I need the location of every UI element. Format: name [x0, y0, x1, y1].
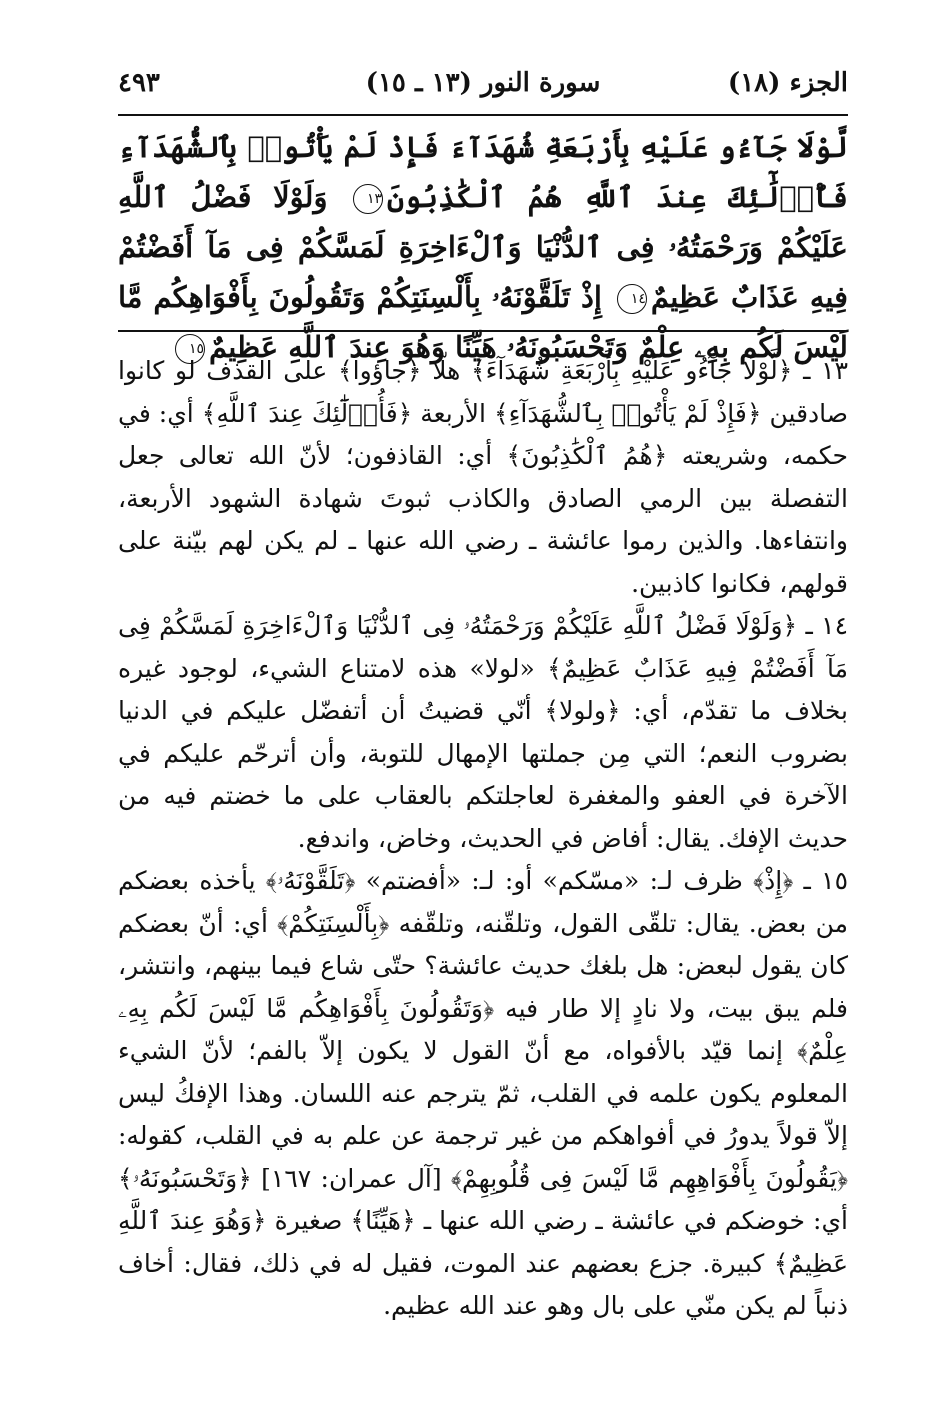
quran-verse-text: وَلَوْلَا فَضْلُ ٱللَّهِ عَلَيْكُمْ وَرَحْمَتُهُۥ فِى ٱلدُّنْيَا وَٱلْءَاخِرَةِ لَمَسَّكُمْ فِى مَآ أَفَضْتُمْ فِيهِ عَذَابٌ عَظِيمٌ [118, 180, 848, 314]
quran-verse-text: إِذْ تَلَقَّوْنَهُۥ بِأَلْسِنَتِكُمْ وَتَقُولُونَ بِأَفْوَاهِكُم مَّا لَيْسَ لَكُم بِهِۦ عِلْمٌ وَتَحْسَبُونَهُۥ هَيِّنًا وَهُوَ عِندَ ٱللَّهِ عَظِيمٌ [118, 280, 848, 364]
page-number: ٤٩٣ [118, 68, 160, 98]
commentary-paragraph: ١٤ ـ ﴿وَلَوْلَا فَضْلُ ٱللَّهِ عَلَيْكُمْ وَرَحْمَتُهُۥ فِى ٱلدُّنْيَا وَٱلْءَاخِرَةِ لَمَسَّكُمْ فِى مَآ أَفَضْتُمْ فِيهِ عَذَابٌ عَظِيمٌ﴾ «لولا» هذه لامتناع الشيء، لوجود غيره بخلاف ما تقدّم، أي: ﴿ولولا﴾ أنّي قضيتُ أن أتفضّل عليكم في الدنيا بضروب النعم؛ التي مِن جملتها الإمهال للتوبة، وأن أترحّم عليكم في الآخرة في العفو والمغفرة لعاجلتكم بالعقاب على ما خضتم فيه من حديث الإفك. يقال: أفاض في الحديث، وخاض، واندفع. [118, 611, 848, 853]
quran-verse-text: لَّوْلَا جَآءُو عَلَيْهِ بِأَرْبَعَةِ شُهَدَآءَ فَإِذْ لَمْ يَأْتُوا۟ بِٱلشُّهَدَآءِ فَأُو۟لَٰٓئِكَ عِندَ ٱللَّهِ هُمُ ٱلْكَٰذِبُونَ [118, 130, 848, 214]
ayah-number-marker: ١٥ [175, 334, 205, 364]
part-label: الجزء (١٨) [727, 68, 848, 98]
quran-text-block [118, 122, 848, 372]
page-header [118, 68, 848, 108]
commentary-block [118, 350, 848, 1328]
ayah-number-marker: ١٣ [353, 184, 383, 214]
ayah-number-marker: ١٤ [617, 284, 647, 314]
section-divider [118, 330, 848, 332]
commentary-paragraph: ١٥ ـ ﴿إِذْ﴾ ظرف لـ: «مسّكم» أو: لـ: «أفضتم» ﴿تَلَقَّوْنَهُۥ﴾ يأخذه بعضكم من بعض. يقال: تلقّى القول، وتلقّنه، وتلقّفه ﴿بِأَلْسِنَتِكُمْ﴾ أي: أنّ بعضكم كان يقول لبعض: هل بلغك حديث عائشة؟ حتّى شاع فيما بينهم، وانتشر، فلم يبق بيت، ولا نادٍ إلا طار فيه ﴿وَتَقُولُونَ بِأَفْوَاهِكُم مَّا لَيْسَ لَكُم بِهِۦ عِلْمٌ﴾ إنما قيّد بالأفواه، مع أنّ القول لا يكون إلاّ بالفم؛ لأنّ الشيء المعلوم يكون علمه في القلب، ثمّ يترجم عنه اللسان. وهذا الإفكُ ليس إلاّ قولاً يدورُ في أفواهكم من غير ترجمة عن علم به في القلب، كقوله: ﴿يَقُولُونَ بِأَفْوَاهِهِم مَّا لَيْسَ فِى قُلُوبِهِمْ﴾ [آل عمران: ١٦٧] ﴿وَتَحْسَبُونَهُۥ﴾ أي: خوضكم في عائشة ـ رضي الله عنها ـ ﴿هَيِّنًا﴾ صغيرة ﴿وَهُوَ عِندَ ٱللَّهِ عَظِيمٌ﴾ كبيرة. جزع بعضهم عند الموت، فقيل له في ذلك، فقال: أخاف ذنباً لم يكن منّي على بال وهو عند الله عظيم. [118, 866, 848, 1320]
header-divider [118, 114, 848, 116]
surah-title: سورة النور (١٣ ـ ١٥) [365, 68, 601, 98]
commentary-paragraph: ١٣ ـ ﴿لَّوْلَا جَآءُو عَلَيْهِ بِأَرْبَعَةِ شُهَدَآءَ﴾ هلّا ﴿جاؤوا﴾ على القذف لو كانوا صادقين ﴿فَإِذْ لَمْ يَأْتُوا۟ بِٱلشُّهَدَآءِ﴾ الأربعة ﴿فَأُو۟لَٰٓئِكَ عِندَ ٱللَّهِ﴾ أي: في حكمه، وشريعته ﴿هُمُ ٱلْكَٰذِبُونَ﴾ أي: القاذفون؛ لأنّ الله تعالى جعل التفصلة بين الرمي الصادق والكاذب ثبوتَ شهادة الشهود الأربعة، وانتفاءها. والذين رموا عائشة ـ رضي الله عنها ـ لم يكن لهم بيّنة على قولهم، فكانوا كاذبين. [118, 356, 848, 598]
